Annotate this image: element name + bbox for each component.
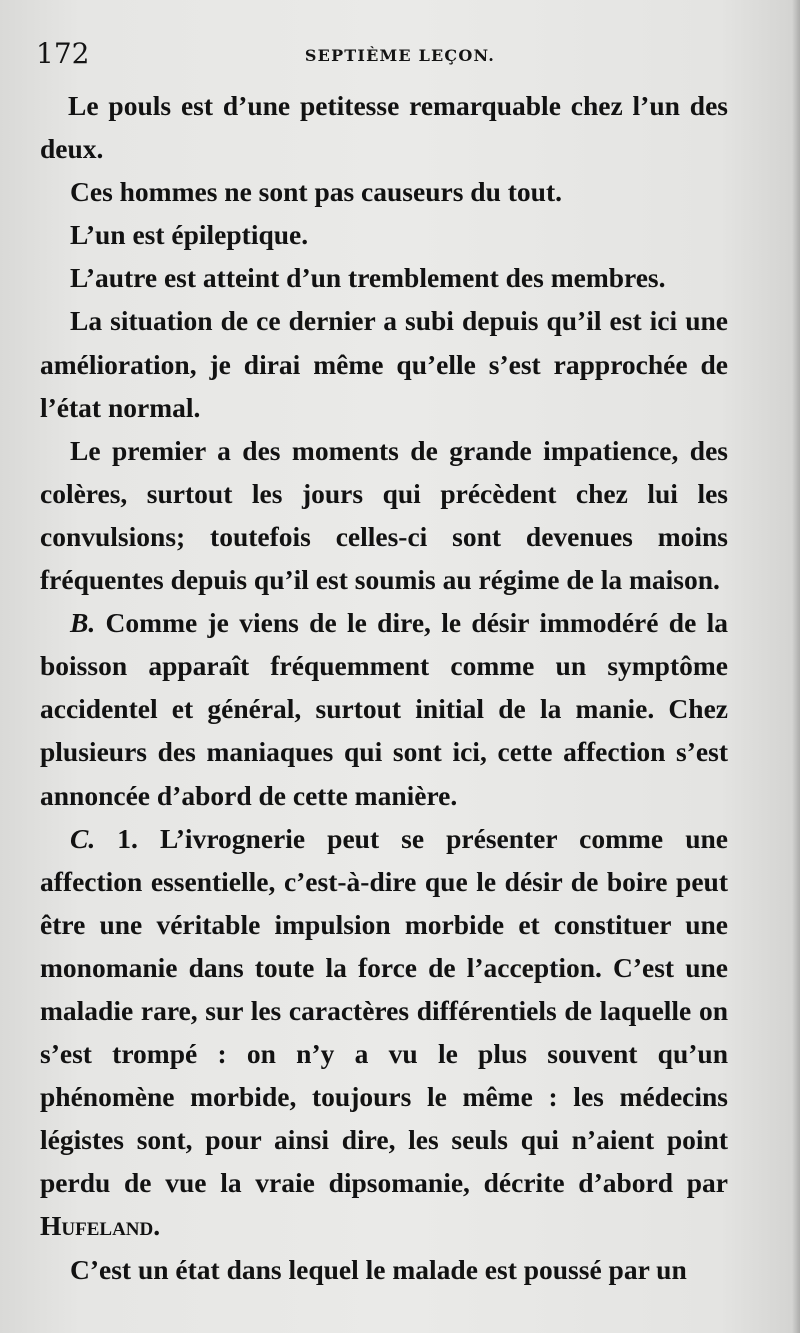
paragraph-text: Le pouls est d’une petitesse remarquable chez l’un des deux.: [40, 90, 728, 165]
author-name: Hufeland: [40, 1210, 154, 1242]
paragraph: [40, 429, 728, 601]
paragraph: [40, 84, 728, 170]
running-title: SEPTIÈME LEÇON.: [304, 46, 496, 65]
paragraph-section-b: [40, 601, 728, 816]
paragraph-text: Ces hommes ne sont pas causeurs du tout.: [70, 176, 562, 208]
page-header: [36, 34, 764, 78]
paragraph: [40, 256, 728, 299]
paragraph-section-c: [40, 817, 728, 1248]
paragraph: [40, 170, 728, 213]
paragraph-text: Le premier a des moments de grande impatience, des colères, surtout les jours qui précèdent chez lui les convulsions; toutefois celles-ci sont devenues moins fréquentes depuis qu’il est soumis au régime de la maison.: [40, 434, 728, 596]
paragraph: [40, 213, 728, 256]
paragraph: [40, 299, 728, 428]
paragraph-text: 1. L’ivrognerie peut se présenter comme une affection essentielle, c’est-à-dire que le désir de boire peut être une véritable impulsion morbide et constituer une monomanie dans toute la force de l’acception. C’est une maladie rare, sur les caractères différentiels de laquelle on s’est trompé : on n’y a vu le plus souvent qu’un phénomène morbide, toujours le même : les médecins légistes sont, pour ainsi dire, les seuls qui n’aient point perdu de vue la vraie dipsomanie, décrite d’abord par: [40, 822, 728, 1199]
paragraph-text: La situation de ce dernier a subi depuis qu’il est ici une amélioration, je dirai même qu’elle s’est rapprochée de l’état normal.: [40, 305, 728, 423]
paragraph-text: L’un est épileptique.: [70, 219, 309, 251]
paragraph-text: C’est un état dans lequel le malade est poussé par un: [70, 1253, 687, 1285]
section-marker: C.: [70, 822, 96, 854]
paragraph-text-end: .: [153, 1210, 161, 1242]
paragraph: [40, 1248, 728, 1291]
page-edge-shadow: [792, 0, 800, 1333]
body-text: [40, 84, 728, 1291]
page-number: 172: [36, 37, 90, 70]
paragraph-text: L’autre est atteint d’un tremblement des membres.: [70, 262, 666, 294]
paragraph-text: Comme je viens de le dire, le désir immodéré de la boisson apparaît fréquemment comme un symptôme accidentel et général, surtout initial de la manie. Chez plusieurs des maniaques qui sont ici, cette affection s’est annoncée d’abord de cette manière.: [40, 607, 728, 811]
section-marker: B.: [70, 607, 96, 639]
